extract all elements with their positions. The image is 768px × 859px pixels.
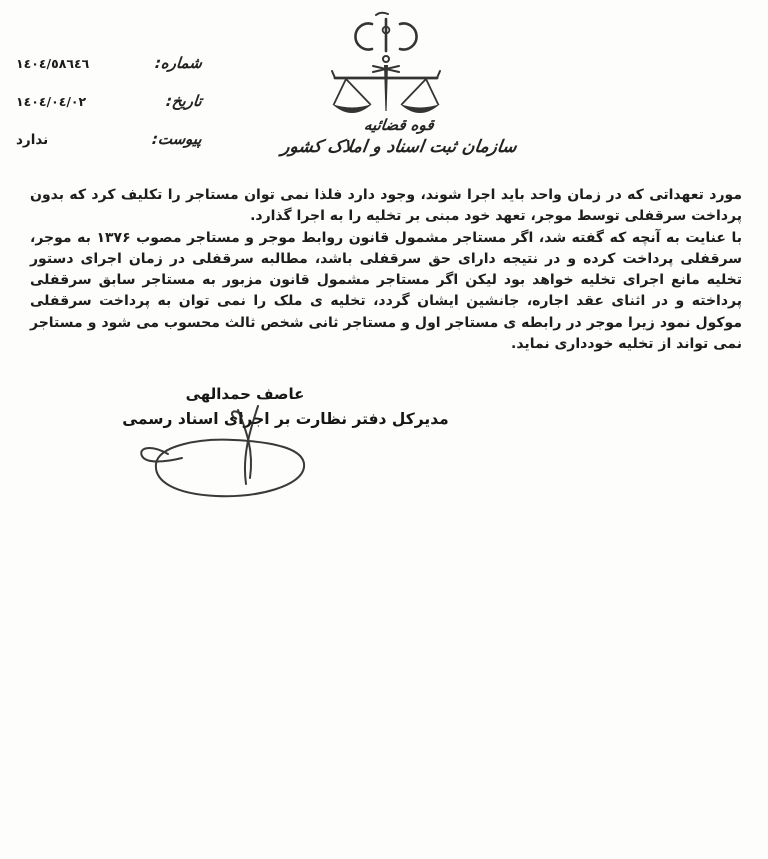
organization-title: سازمان ثبت اسناد و املاک کشور: [280, 137, 518, 157]
judiciary-scales-emblem-icon: [330, 8, 442, 120]
attachment-label: پیوست:: [151, 130, 203, 148]
letter-body: [30, 185, 742, 355]
body-paragraph-2: با عنایت به آنچه که گفته شد، اگر مستاجر مشمول قانون روابط موجر و مستاجر مصوب ۱۳۷۶ به موجر، سرقفلی پرداخت کرده و در نتیجه دارای حق سرقفلی باشد، مطالبه سرقفلی در زمان اجرای دستور تخلیه مانع اجرای تخلیه خواهد بود لیکن اگر مستاجر مشمول قانون مزبور به مستاجر سابق سرقفلی پرداخته و در اثنای عقد اجاره، جانشین ایشان گردد، تخلیه ی ملک را نمی توان به پرداخت سرقفلی موکول نمود زیرا موجر در رابطه ی مستاجر اول و مستاجر ثانی شخص ثالث محسوب می شود و مستاجر نمی تواند از تخلیه خودداری نماید.: [30, 229, 743, 353]
meta-row-number: [16, 54, 202, 72]
number-label: شماره:: [154, 54, 203, 72]
date-label: تاریخ:: [165, 92, 203, 110]
judiciary-title: قوه قضائیه: [362, 116, 436, 134]
letter-meta-block: [16, 54, 202, 168]
meta-row-attachment: [16, 130, 202, 148]
meta-row-date: [16, 92, 202, 110]
number-value: ١٤٠٤/٥٨٦٤٦: [16, 56, 90, 71]
signer-title: مدیرکل دفتر نظارت بر اجرای اسناد رسمی: [122, 410, 449, 428]
attachment-value: ندارد: [16, 132, 49, 148]
date-value: ١٤٠٤/٠٤/٠٢: [16, 94, 87, 109]
letterhead-titles: [259, 116, 539, 157]
body-paragraph-1: مورد تعهداتی که در زمان واحد باید اجرا شوند، وجود دارد فلذا نمی توان مستاجر را تکلیف کرد که بدون پرداخت سرقفلی توسط موجر، تعهد خود مبنی بر تخلیه را به اجرا گذارد.: [30, 187, 742, 225]
signer-name: عاصف حمدالهی: [185, 385, 305, 403]
